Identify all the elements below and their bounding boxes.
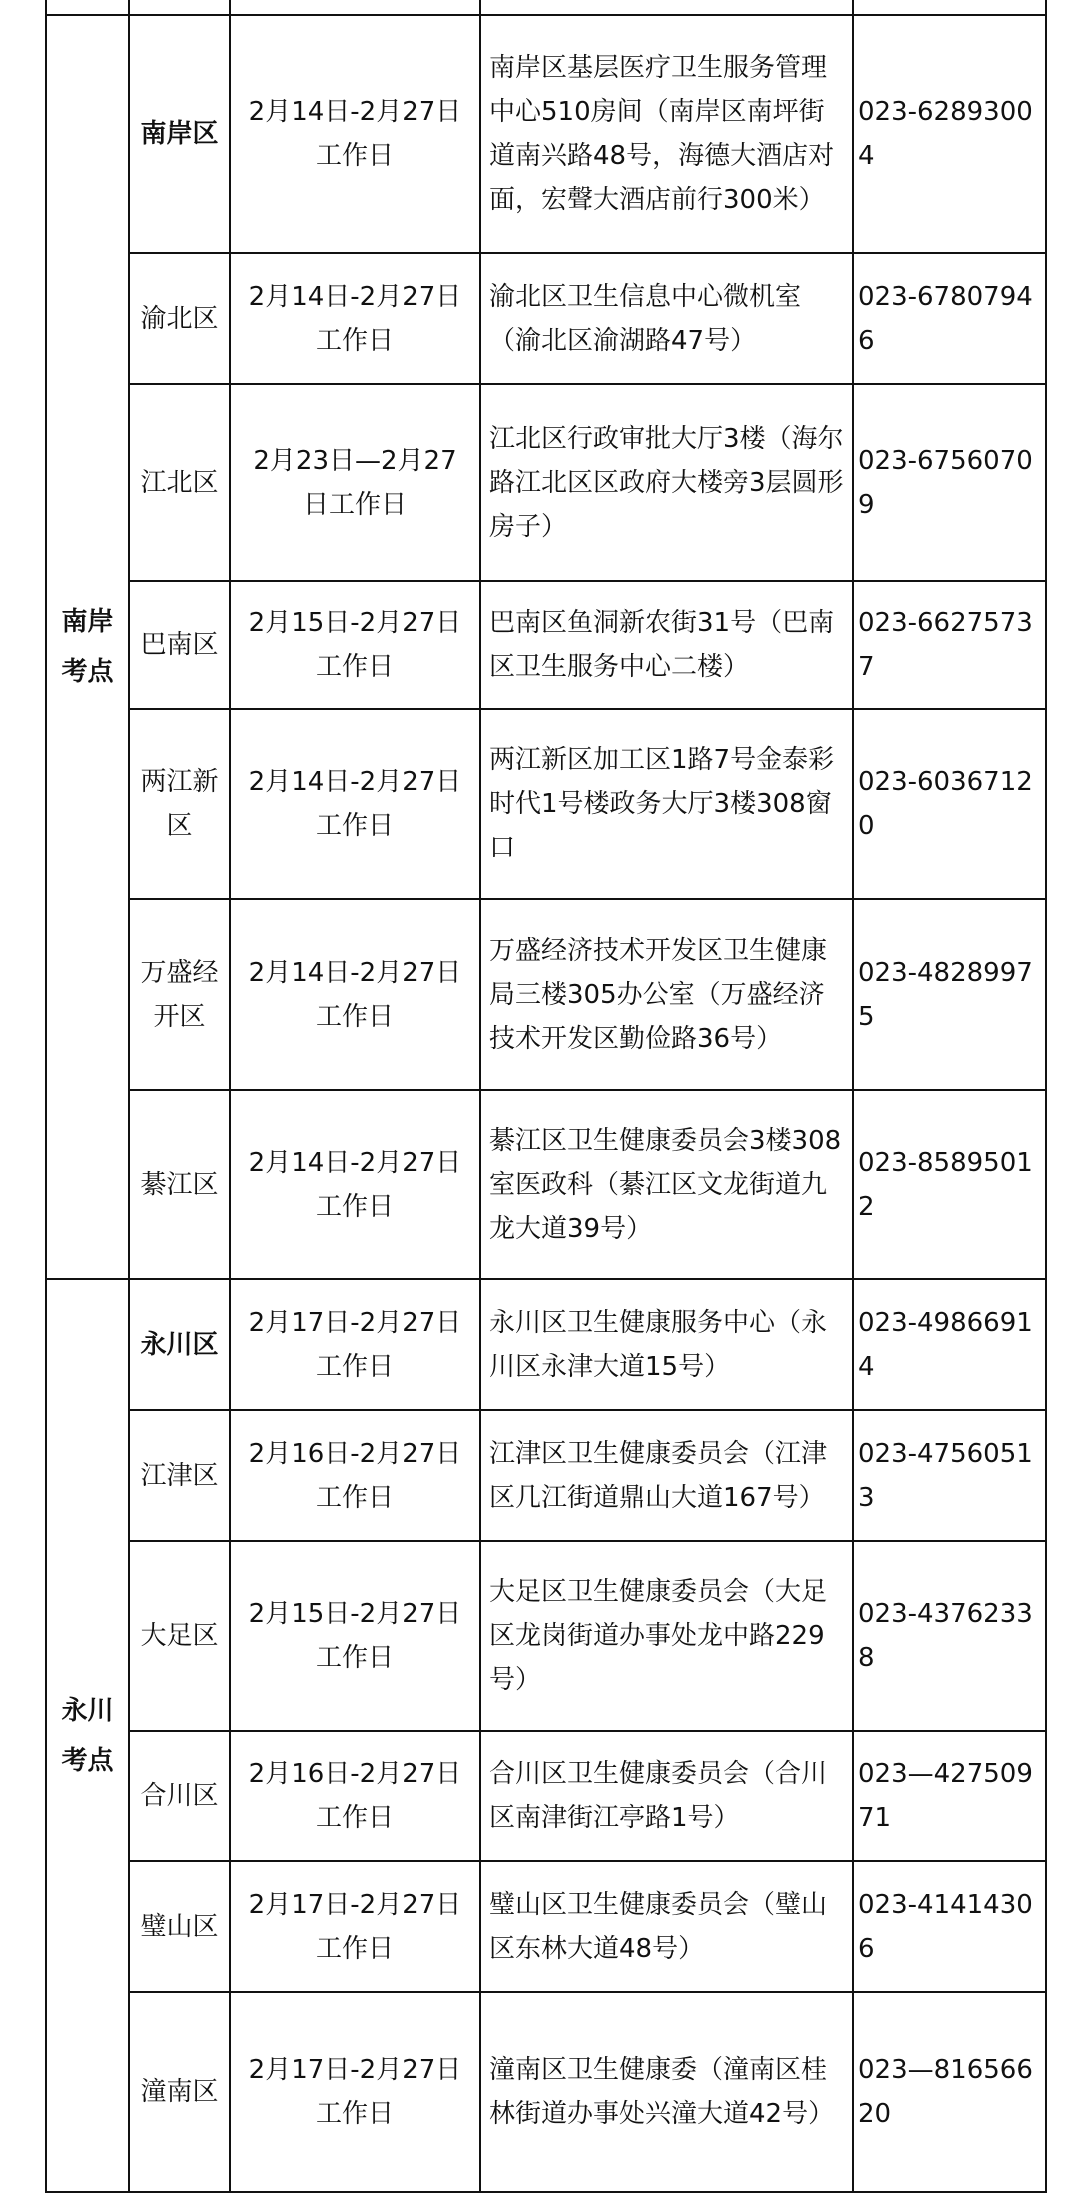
phone-cell: 023-62893004 <box>853 15 1046 253</box>
period-cell: 2月17日-2月27日工作日 <box>230 1992 480 2192</box>
period-cell: 2月23日—2月27日工作日 <box>230 384 480 581</box>
district-cell: 綦江区 <box>129 1090 230 1279</box>
table-row <box>46 1279 1046 1410</box>
table-row <box>46 1541 1046 1731</box>
phone-cell: 023-48289975 <box>853 899 1046 1090</box>
exam-site-label: 南岸考点 <box>61 607 114 687</box>
period-cell: 2月15日-2月27日工作日 <box>230 581 480 709</box>
district-cell: 潼南区 <box>129 1992 230 2192</box>
phone-cell: 023-60367120 <box>853 709 1046 899</box>
registration-sites-table <box>45 0 1047 2193</box>
period-cell: 2月14日-2月27日工作日 <box>230 1090 480 1279</box>
address-cell: 万盛经济技术开发区卫生健康局三楼305办公室（万盛经济技术开发区勤俭路36号） <box>480 899 853 1090</box>
table-row <box>46 15 1046 253</box>
table-row <box>46 1861 1046 1992</box>
period-cell: 2月17日-2月27日工作日 <box>230 1861 480 1992</box>
address-cell: 潼南区卫生健康委（潼南区桂林街道办事处兴潼大道42号） <box>480 1992 853 2192</box>
phone-cell: 023—81656620 <box>853 1992 1046 2192</box>
address-cell: 南岸区基层医疗卫生服务管理中心510房间（南岸区南坪街道南兴路48号，海德大酒店对面，宏聲大酒店前行300米） <box>480 15 853 253</box>
district-cell: 永川区 <box>129 1279 230 1410</box>
period-cell: 2月17日-2月27日工作日 <box>230 1279 480 1410</box>
table-row <box>46 1410 1046 1541</box>
phone-cell: 023-41414306 <box>853 1861 1046 1992</box>
district-cell: 合川区 <box>129 1731 230 1861</box>
phone-cell: 023-67560709 <box>853 384 1046 581</box>
exam-site-label: 永川考点 <box>61 1695 114 1776</box>
table-row <box>46 1992 1046 2192</box>
district-cell: 万盛经开区 <box>129 899 230 1090</box>
district-cell: 巴南区 <box>129 581 230 709</box>
address-cell: 渝北区卫生信息中心微机室（渝北区渝湖路47号） <box>480 253 853 384</box>
table-row <box>46 253 1046 384</box>
address-cell: 大足区卫生健康委员会（大足区龙岗街道办事处龙中路229号） <box>480 1541 853 1731</box>
exam-site-cell <box>46 1279 129 2192</box>
phone-cell: 023-49866914 <box>853 1279 1046 1410</box>
period-cell: 2月15日-2月27日工作日 <box>230 1541 480 1731</box>
table-row <box>46 1731 1046 1861</box>
address-cell: 江津区卫生健康委员会（江津区几江街道鼎山大道167号） <box>480 1410 853 1541</box>
district-cell: 江津区 <box>129 1410 230 1541</box>
phone-cell: 023-67807946 <box>853 253 1046 384</box>
period-cell: 2月14日-2月27日工作日 <box>230 709 480 899</box>
district-cell: 大足区 <box>129 1541 230 1731</box>
period-cell: 2月14日-2月27日工作日 <box>230 15 480 253</box>
district-cell: 璧山区 <box>129 1861 230 1992</box>
table-top-cap <box>46 0 1046 15</box>
table-row <box>46 899 1046 1090</box>
period-cell: 2月16日-2月27日工作日 <box>230 1731 480 1861</box>
period-cell: 2月14日-2月27日工作日 <box>230 899 480 1090</box>
phone-cell: 023-43762338 <box>853 1541 1046 1731</box>
address-cell: 两江新区加工区1路7号金泰彩时代1号楼政务大厅3楼308窗口 <box>480 709 853 899</box>
district-cell: 江北区 <box>129 384 230 581</box>
address-cell: 巴南区鱼洞新农街31号（巴南区卫生服务中心二楼） <box>480 581 853 709</box>
address-cell: 永川区卫生健康服务中心（永川区永津大道15号） <box>480 1279 853 1410</box>
district-cell: 南岸区 <box>129 15 230 253</box>
address-cell: 璧山区卫生健康委员会（璧山区东林大道48号） <box>480 1861 853 1992</box>
table-row <box>46 1090 1046 1279</box>
phone-cell: 023—42750971 <box>853 1731 1046 1861</box>
table-row <box>46 581 1046 709</box>
exam-site-cell <box>46 15 129 1279</box>
phone-cell: 023-47560513 <box>853 1410 1046 1541</box>
district-cell: 两江新区 <box>129 709 230 899</box>
address-cell: 江北区行政审批大厅3楼（海尔路江北区区政府大楼旁3层圆形房子） <box>480 384 853 581</box>
phone-cell: 023-66275737 <box>853 581 1046 709</box>
phone-cell: 023-85895012 <box>853 1090 1046 1279</box>
district-cell: 渝北区 <box>129 253 230 384</box>
table-row <box>46 709 1046 899</box>
table-row <box>46 384 1046 581</box>
address-cell: 合川区卫生健康委员会（合川区南津街江亭路1号） <box>480 1731 853 1861</box>
period-cell: 2月14日-2月27日工作日 <box>230 253 480 384</box>
period-cell: 2月16日-2月27日工作日 <box>230 1410 480 1541</box>
address-cell: 綦江区卫生健康委员会3楼308室医政科（綦江区文龙街道九龙大道39号） <box>480 1090 853 1279</box>
